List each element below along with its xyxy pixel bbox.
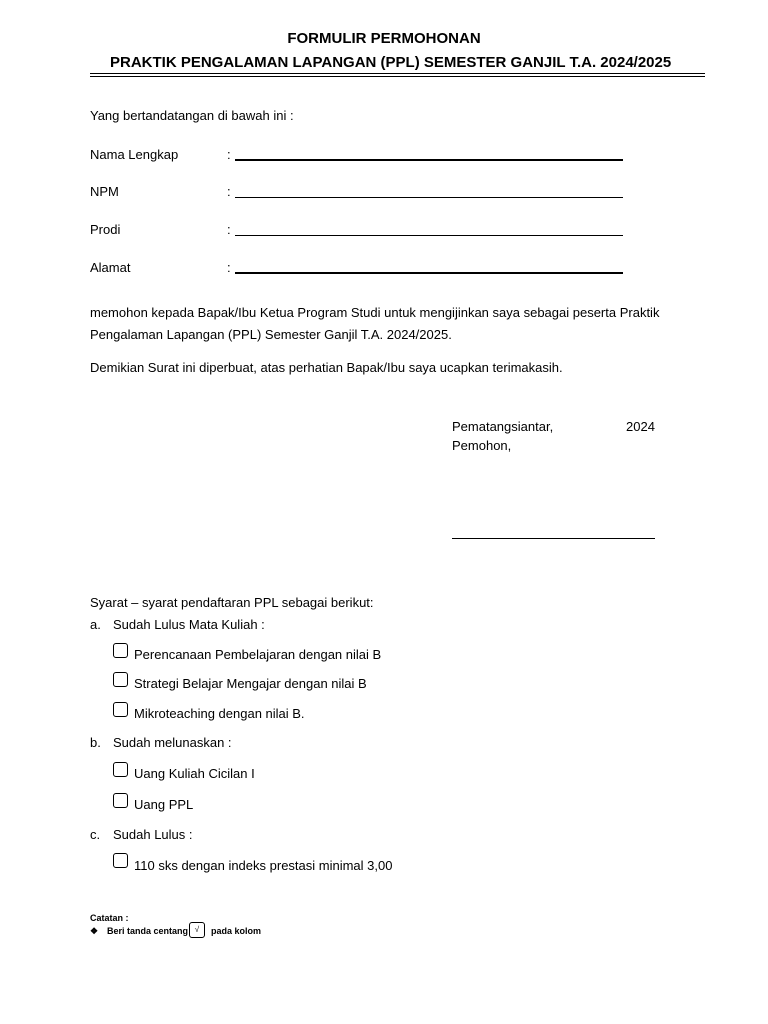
form-subtitle-text: PRAKTIK PENGALAMAN LAPANGAN (PPL) SEMESTER GANJIL T.A. 2024/2025 (110, 54, 672, 71)
note-bullet-icon: ❖ (90, 926, 99, 936)
note-text-after: pada kolom (211, 926, 262, 936)
field-label-prodi: Prodi (90, 222, 121, 237)
title-underline (90, 73, 705, 74)
intro-text: Yang bertandatangan di bawah ini : (90, 108, 294, 123)
signature-line (452, 538, 655, 539)
signature-role: Pemohon, (452, 438, 512, 453)
field-label-npm: NPM (90, 184, 119, 199)
checkbox-strategi[interactable] (113, 672, 128, 687)
note-text-before: Beri tanda centang (107, 926, 189, 936)
checkbox-mikroteaching[interactable] (113, 702, 128, 717)
requirements-heading: Syarat – syarat pendaftaran PPL sebagai berikut: (90, 595, 374, 610)
form-subtitle (90, 54, 671, 71)
field-line-npm[interactable] (235, 197, 623, 198)
item-perencanaan: Perencanaan Pembelajaran dengan nilai B (134, 647, 382, 662)
field-line-alamat[interactable] (235, 272, 623, 274)
item-uang-kuliah: Uang Kuliah Cicilan I (134, 766, 255, 781)
field-colon-nama: : (227, 147, 231, 162)
field-line-prodi[interactable] (235, 235, 623, 236)
requirement-b-marker: b. (90, 735, 101, 750)
field-colon-alamat: : (227, 260, 231, 275)
title-double-underline (90, 76, 705, 77)
requirement-a-marker: a. (90, 617, 101, 632)
request-line-2: Pengalaman Lapangan (PPL) Semester Ganjil T.A. 2024/2025. (90, 327, 452, 342)
checkbox-sks[interactable] (113, 853, 128, 868)
request-line-1: memohon kepada Bapak/Ibu Ketua Program Studi untuk mengijinkan saya sebagai peserta Praktik (90, 305, 660, 320)
requirement-c-marker: c. (90, 827, 101, 842)
requirement-a-label: Sudah Lulus Mata Kuliah : (113, 617, 265, 632)
closing-text: Demikian Surat ini diperbuat, atas perhatian Bapak/Ibu saya ucapkan terimakasih. (90, 360, 563, 375)
note-heading: Catatan : (90, 913, 129, 923)
tick-sample-icon: √ (189, 922, 205, 938)
checkbox-uang-kuliah[interactable] (113, 762, 128, 777)
signature-year: 2024 (626, 419, 655, 434)
field-colon-npm: : (227, 184, 231, 199)
field-label-nama: Nama Lengkap (90, 147, 179, 162)
field-colon-prodi: : (227, 222, 231, 237)
requirement-c-label: Sudah Lulus : (113, 827, 193, 842)
field-label-alamat: Alamat (90, 260, 131, 275)
item-sks: 110 sks dengan indeks prestasi minimal 3,00 (134, 858, 393, 873)
form-title: FORMULIR PERMOHONAN (287, 30, 481, 47)
requirement-b-label: Sudah melunaskan : (113, 735, 232, 750)
item-mikroteaching: Mikroteaching dengan nilai B. (134, 706, 305, 721)
signature-place: Pematangsiantar, (452, 419, 554, 434)
field-line-nama[interactable] (235, 159, 623, 161)
item-uang-ppl: Uang PPL (134, 797, 194, 812)
checkbox-uang-ppl[interactable] (113, 793, 128, 808)
checkbox-perencanaan[interactable] (113, 643, 128, 658)
item-strategi: Strategi Belajar Mengajar dengan nilai B (134, 676, 367, 691)
